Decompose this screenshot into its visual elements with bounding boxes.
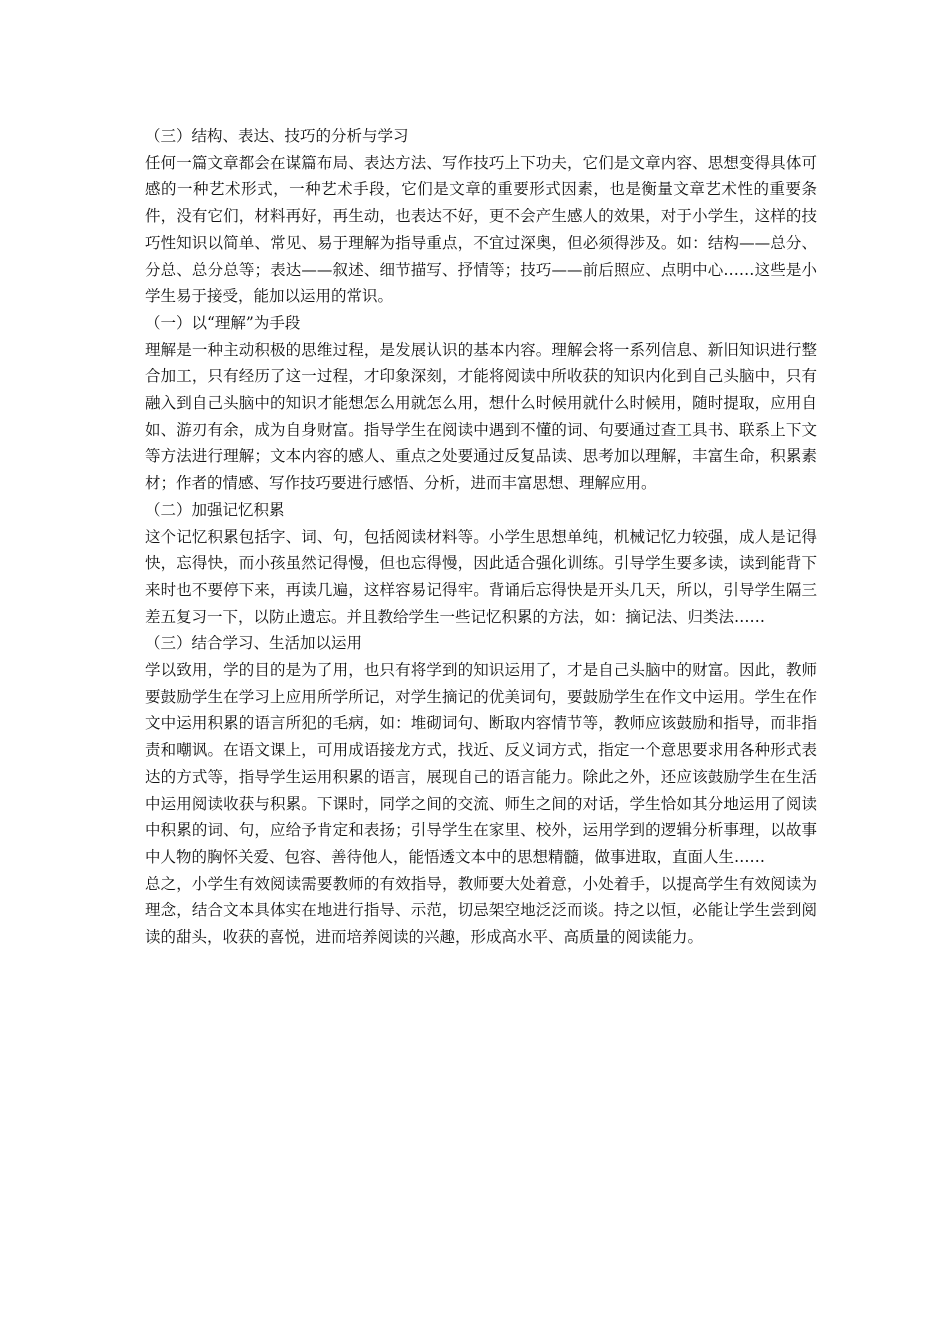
paragraph-memory: 这个记忆积累包括字、词、句，包括阅读材料等。小学生思想单纯，机械记忆力较强，成人是记得快，忘得快，而小孩虽然记得慢，但也忘得慢，因此适合强化训练。引导学生要多读，读到能背下来时也不要停下来，再读几遍，这样容易记得牢。背诵后忘得快是开头几天，所以，引导学生隔三差五复习一下，以防止遗忘。并且教给学生一些记忆积累的方法，如：摘记法、归类法…… bbox=[145, 527, 817, 626]
section-heading-memory: （二）加强记忆积累 bbox=[145, 500, 285, 519]
paragraph-conclusion: 总之，小学生有效阅读需要教师的有效指导，教师要大处着意，小处着手，以提高学生有效阅读为理念，结合文本具体实在地进行指导、示范，切忌架空地泛泛而谈。持之以恒，必能让学生尝到阅读的甜头，收获的喜悦，进而培养阅读的兴趣，形成高水平、高质量的阅读能力。 bbox=[145, 874, 817, 947]
section-heading-understanding: （一）以“理解”为手段 bbox=[145, 313, 301, 332]
document-body bbox=[145, 123, 817, 951]
paragraph-structure: 任何一篇文章都会在谋篇布局、表达方法、写作技巧上下功夫，它们是文章内容、思想变得具体可感的一种艺术形式，一种艺术手段，它们是文章的重要形式因素，也是衡量文章艺术性的重要条件，没有它们，材料再好，再生动，也表达不好，更不会产生感人的效果，对于小学生，这样的技巧性知识以简单、常见、易于理解为指导重点，不宜过深奥，但必须得涉及。如：结构——总分、分总、总分总等；表达——叙述、细节描写、抒情等；技巧——前后照应、点明中心……这些是小学生易于接受，能加以运用的常识。 bbox=[145, 153, 817, 306]
section-heading-application: （三）结合学习、生活加以运用 bbox=[145, 634, 363, 653]
paragraph-application: 学以致用，学的目的是为了用，也只有将学到的知识运用了，才是自己头脑中的财富。因此，教师要鼓励学生在学习上应用所学所记，对学生摘记的优美词句，要鼓励学生在作文中运用。学生在作文中运用积累的语言所犯的毛病，如：堆砌词句、断取内容情节等，教师应该鼓励和指导，而非指责和嘲讽。在语文课上，可用成语接龙方式，找近、反义词方式，指定一个意思要求用各种形式表达的方式等，指导学生运用积累的语言，展现自己的语言能力。除此之外，还应该鼓励学生在生活中运用阅读收获与积累。下课时，同学之间的交流、师生之间的对话，学生恰如其分地运用了阅读中积累的词、句，应给予肯定和表扬；引导学生在家里、校外，运用学到的逻辑分析事理，以故事中人物的胸怀关爱、包容、善待他人，能悟透文本中的思想精髓，做事进取，直面人生…… bbox=[145, 661, 817, 866]
paragraph-understanding: 理解是一种主动积极的思维过程，是发展认识的基本内容。理解会将一系列信息、新旧知识进行整合加工，只有经历了这一过程，才印象深刻，才能将阅读中所收获的知识内化到自己头脑中，只有融入到自己头脑中的知识才能想怎么用就怎么用，想什么时候用就什么时候用，随时提取，应用自如、游刃有余，成为自身财富。指导学生在阅读中遇到不懂的词、句要通过查工具书、联系上下文等方法进行理解；文本内容的感人、重点之处要通过反复品读、思考加以理解，丰富生命，积累素材；作者的情感、写作技巧要进行感悟、分析，进而丰富思想、理解应用。 bbox=[145, 340, 817, 493]
section-heading-structure: （三）结构、表达、技巧的分析与学习 bbox=[145, 127, 409, 145]
